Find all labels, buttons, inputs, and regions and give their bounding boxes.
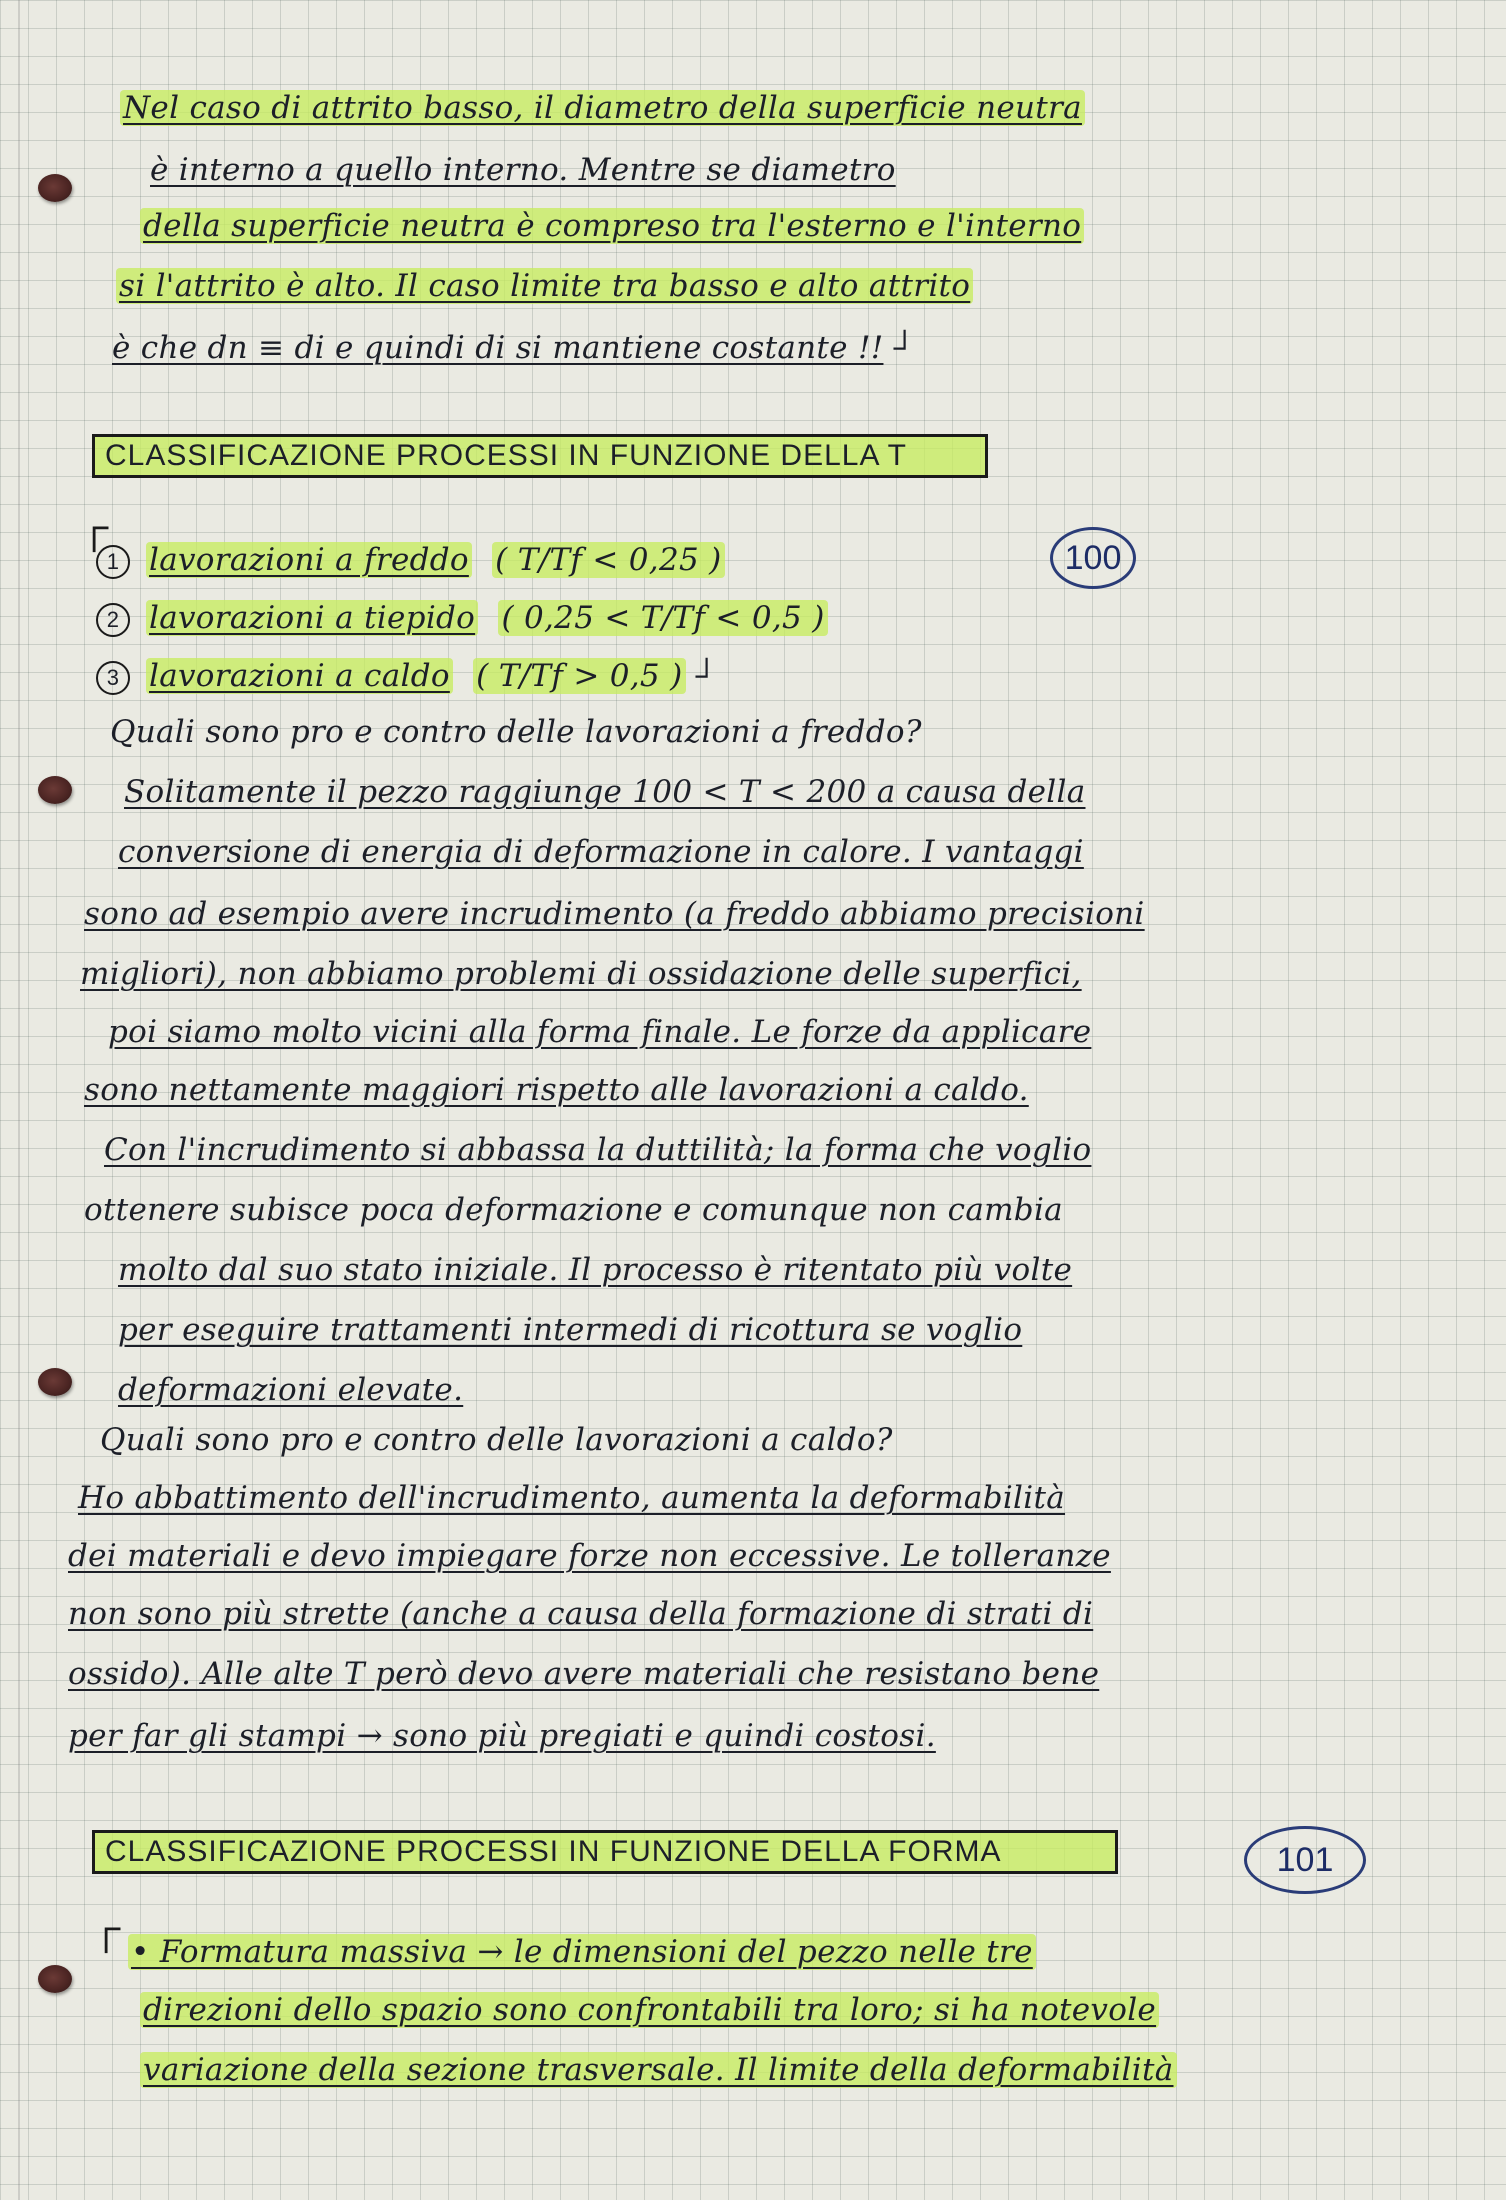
text-line: Con l'incrudimento si abbassa la duttilità; la forma che voglio — [104, 1132, 1092, 1168]
text-line: deformazioni elevate. — [118, 1372, 464, 1408]
text-line: è che dn ≡ di e quindi di si mantiene costante !! ┘ — [112, 330, 916, 366]
text-line: Solitamente il pezzo raggiunge 100 < T < 200 a causa della — [124, 774, 1086, 810]
text-line: Nel caso di attrito basso, il diametro della superficie neutra — [120, 88, 1085, 128]
text-line: dei materiali e devo impiegare forze non eccessive. Le tolleranze — [68, 1538, 1111, 1574]
text-line: sono nettamente maggiori rispetto alle lavorazioni a caldo. — [84, 1072, 1029, 1108]
text-line: ottenere subisce poca deformazione e comunque non cambia — [84, 1192, 1063, 1228]
text-line: sono ad esempio avere incrudimento (a freddo abbiamo precisioni — [84, 896, 1145, 932]
binder-hole-2 — [38, 776, 72, 804]
binder-hole-4 — [38, 1965, 72, 1993]
binder-hole-1 — [38, 174, 72, 202]
text-line: è interno a quello interno. Mentre se diametro — [150, 152, 896, 188]
text-line: variazione della sezione trasversale. Il limite della deformabilità — [140, 2050, 1177, 2090]
text-line: per eseguire trattamenti intermedi di ricottura se voglio — [118, 1312, 1023, 1348]
list-item: 3 lavorazioni a caldo ( T/Tf > 0,5 ) ┘ — [96, 656, 718, 696]
list-item: 2 lavorazioni a tiepido ( 0,25 < T/Tf < 0,5 ) — [96, 598, 828, 638]
list-item: 1 lavorazioni a freddo ( T/Tf < 0,25 ) — [96, 540, 725, 580]
binder-hole-3 — [38, 1368, 72, 1396]
page-ref-badge: 100 — [1050, 527, 1136, 589]
text-line: direzioni dello spazio sono confrontabili tra loro; si ha notevole — [140, 1990, 1159, 2030]
text-line: molto dal suo stato iniziale. Il processo è ritentato più volte — [118, 1252, 1073, 1288]
text-line: • Formatura massiva → le dimensioni del pezzo nelle tre — [128, 1932, 1036, 1972]
text-line: Quali sono pro e contro delle lavorazioni a freddo? — [110, 714, 922, 750]
section-heading-temperature: CLASSIFICAZIONE PROCESSI IN FUNZIONE DELLA T — [92, 434, 988, 478]
text-line: ossido). Alle alte T però devo avere materiali che resistano bene — [68, 1656, 1100, 1692]
text-line: si l'attrito è alto. Il caso limite tra basso e alto attrito — [116, 266, 973, 306]
page-ref-badge: 101 — [1244, 1826, 1366, 1894]
bracket-open-mark: ┌ — [80, 505, 109, 549]
section-heading-form: CLASSIFICAZIONE PROCESSI IN FUNZIONE DELLA FORMA — [92, 1830, 1118, 1874]
text-line: migliori), non abbiamo problemi di ossidazione delle superfici, — [80, 956, 1082, 992]
page-margin-line — [18, 0, 20, 2200]
text-line: non sono più strette (anche a causa della formazione di strati di — [68, 1596, 1094, 1632]
text-line: per far gli stampi → sono più pregiati e quindi costosi. — [68, 1718, 936, 1754]
text-line: Quali sono pro e contro delle lavorazioni a caldo? — [100, 1422, 893, 1458]
text-line: Ho abbattimento dell'incrudimento, aumenta la deformabilità — [78, 1480, 1066, 1516]
text-line: conversione di energia di deformazione in calore. I vantaggi — [118, 834, 1084, 870]
text-line: poi siamo molto vicini alla forma finale. Le forze da applicare — [108, 1014, 1092, 1050]
bracket-open-mark: ┌ — [92, 1906, 121, 1950]
text-line: della superficie neutra è compreso tra l'esterno e l'interno — [140, 206, 1084, 246]
